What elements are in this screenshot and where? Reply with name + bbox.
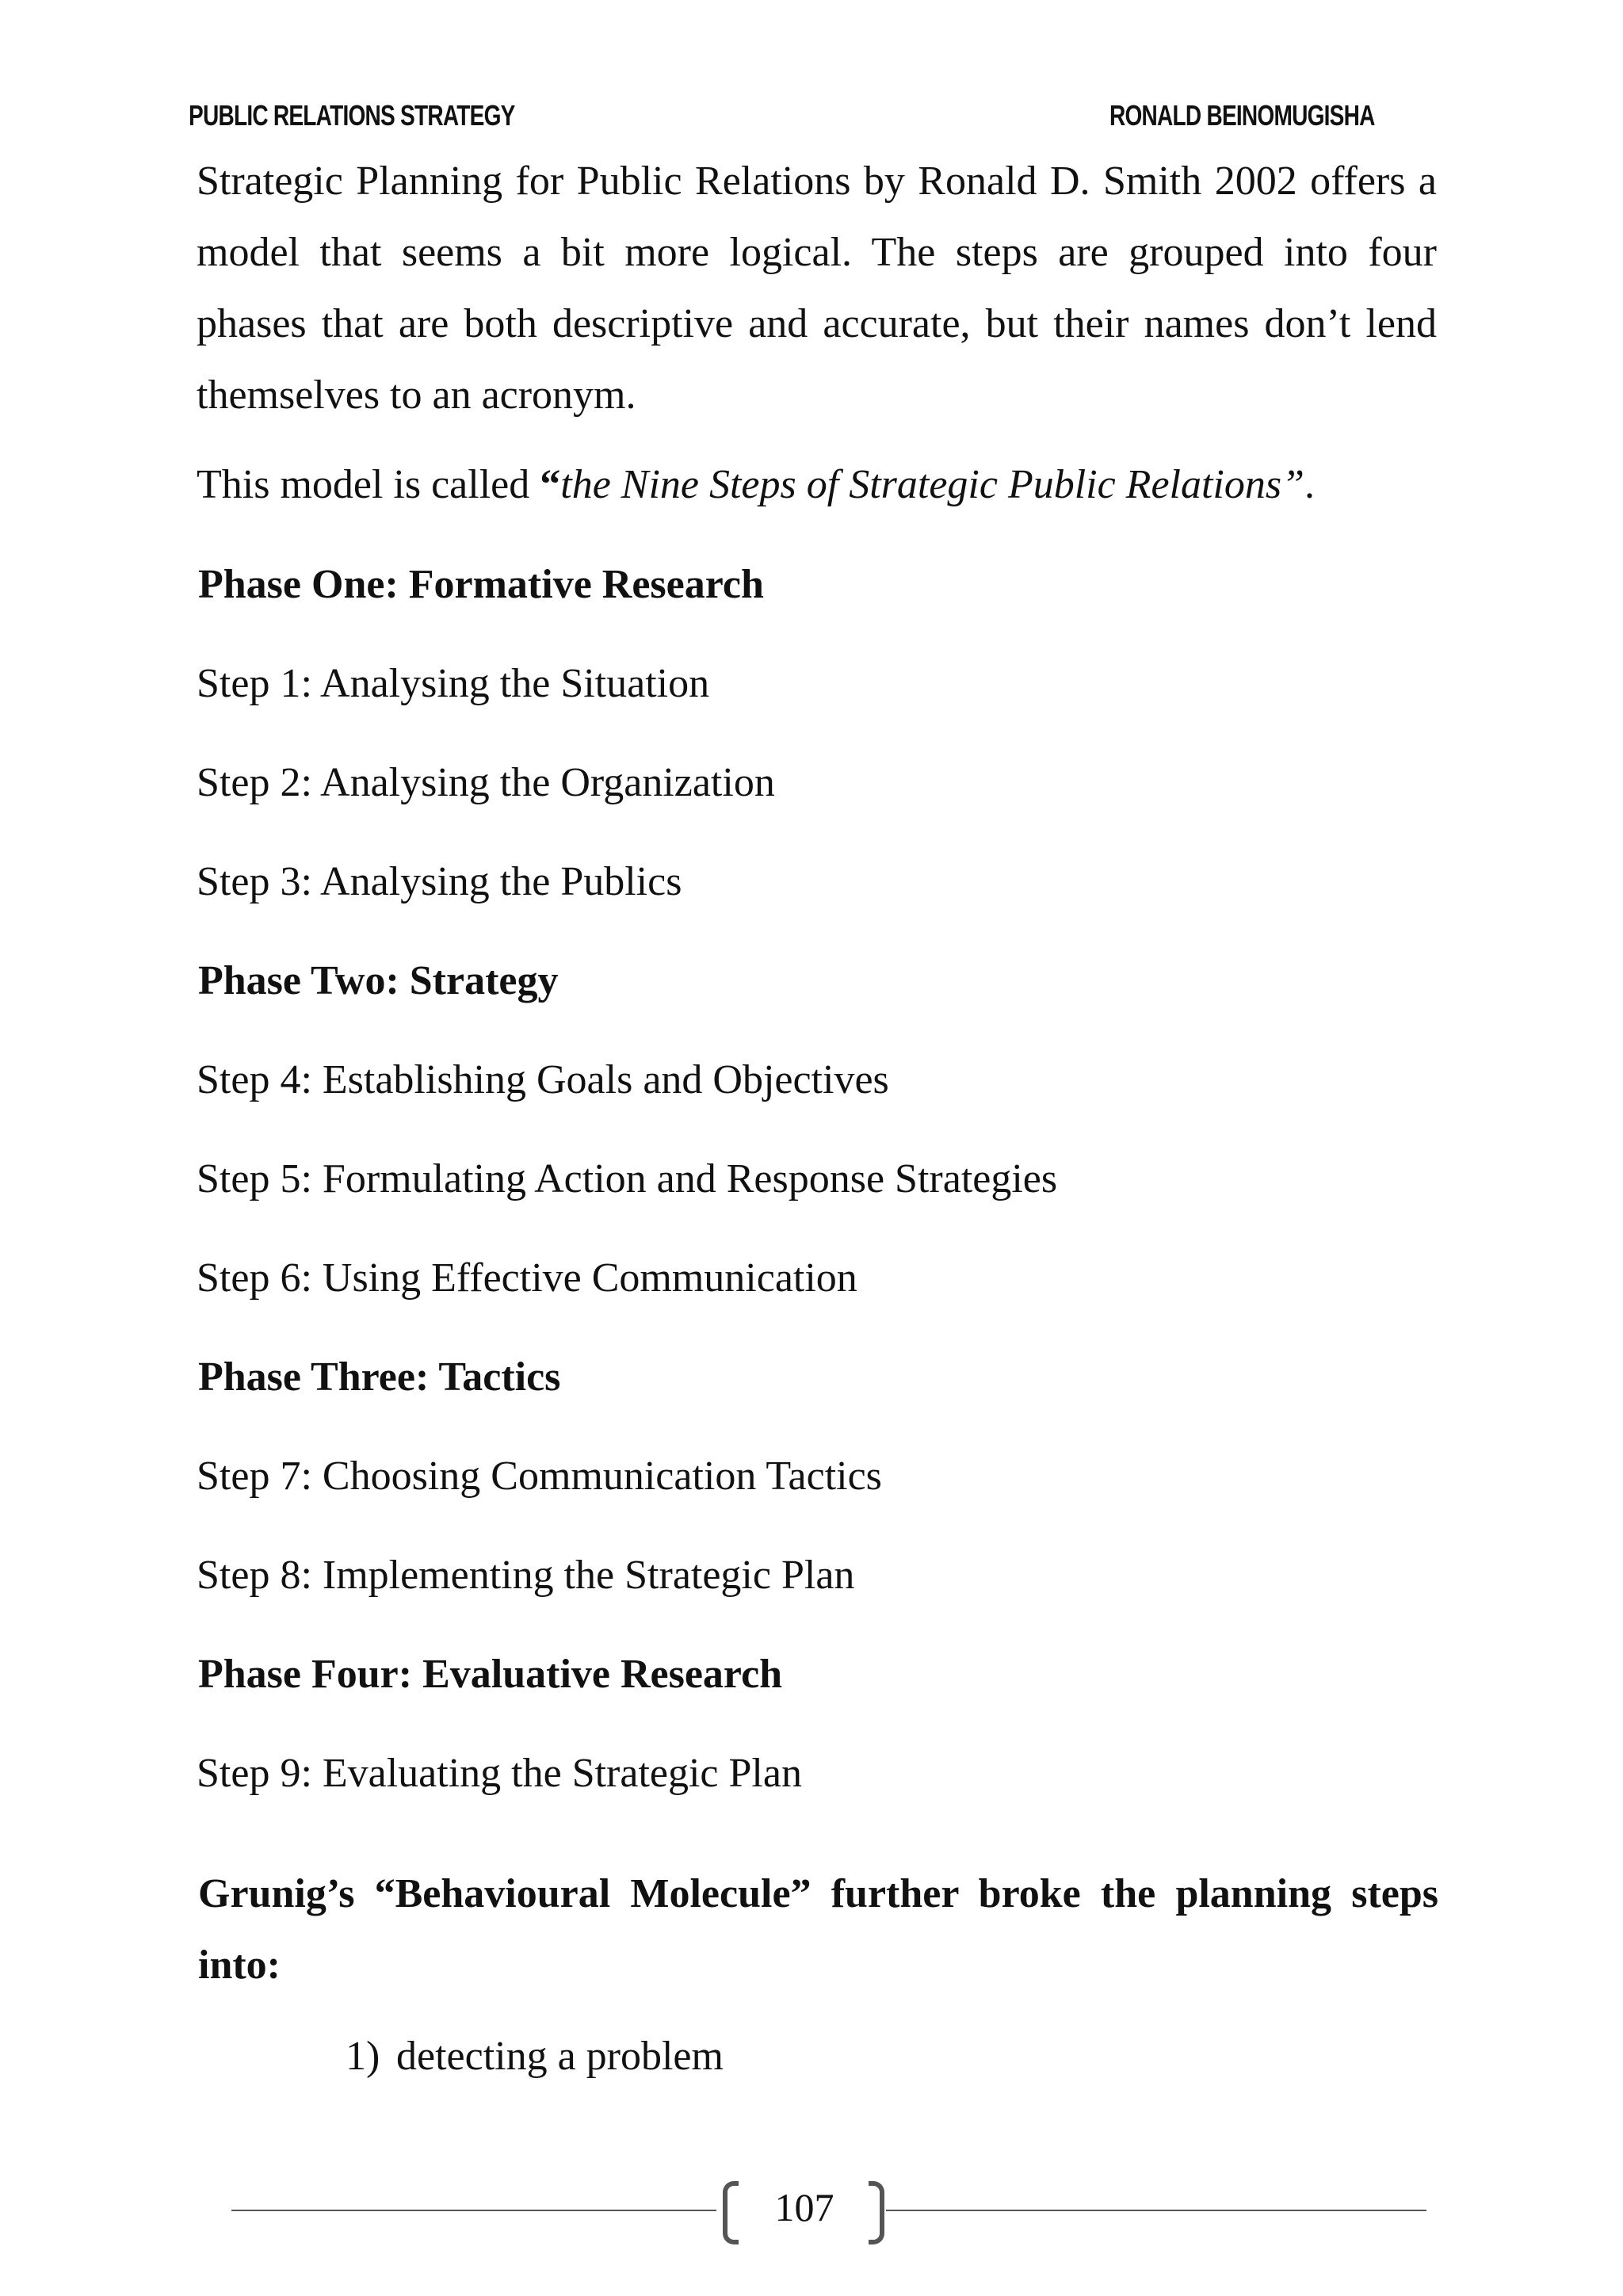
running-header-title: PUBLIC RELATIONS STRATEGY (189, 99, 515, 132)
phase-heading: Phase Four: Evaluative Research (198, 1652, 783, 1697)
right-brace-icon (869, 2181, 884, 2244)
step-item: Step 6: Using Effective Communication (197, 1255, 857, 1301)
model-name: the Nine Steps of Strategic Public Relations” (560, 462, 1305, 507)
phase-heading: Phase Three: Tactics (198, 1354, 561, 1400)
grunig-heading: Grunig’s “Behavioural Molecule” further broke the planning steps into: (198, 1871, 1438, 1988)
model-suffix: . (1304, 462, 1316, 507)
model-prefix: This model is called (197, 462, 540, 507)
step-item: Step 1: Analysing the Situation (197, 661, 710, 706)
footer-rule-right (886, 2210, 1426, 2211)
model-sentence (197, 461, 1315, 509)
model-open-quote: “ (540, 462, 561, 507)
step-item: Step 8: Implementing the Strategic Plan (197, 1553, 855, 1598)
list-item-number: 1) (346, 2034, 380, 2079)
step-item: Step 9: Evaluating the Strategic Plan (197, 1751, 802, 1796)
phase-heading: Phase Two: Strategy (198, 958, 559, 1003)
step-item: Step 4: Establishing Goals and Objectives (197, 1057, 889, 1102)
list-item (346, 2033, 724, 2080)
footer-rule-left (231, 2210, 716, 2211)
list-item-text: detecting a problem (396, 2034, 724, 2079)
running-header-author: RONALD BEINOMUGISHA (1109, 99, 1375, 132)
intro-paragraph: Strategic Planning for Public Relations by Ronald D. Smith 2002 offers a model that seems a bit more logical. The steps are grouped into four phases that are both descriptive and accurate, but their names don’t lend themselves to an acronym. (197, 159, 1437, 418)
step-item: Step 7: Choosing Communication Tactics (197, 1454, 882, 1499)
step-item: Step 3: Analysing the Publics (197, 859, 682, 904)
step-item: Step 5: Formulating Action and Response Strategies (197, 1156, 1058, 1201)
left-brace-icon (723, 2181, 739, 2244)
phase-heading: Phase One: Formative Research (198, 562, 764, 607)
page-number: 107 (774, 2185, 834, 2229)
step-item: Step 2: Analysing the Organization (197, 760, 775, 805)
